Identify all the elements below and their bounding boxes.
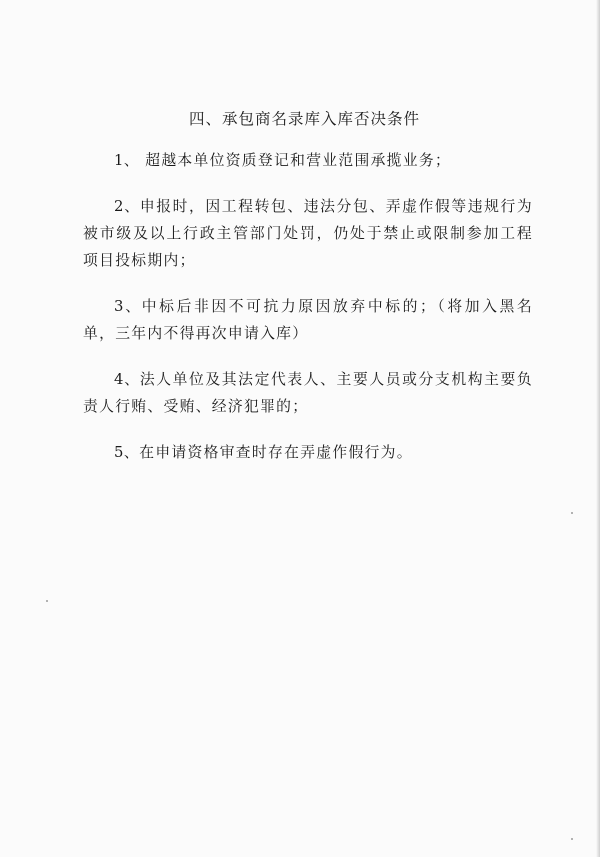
section-title: 四、承包商名录库入库否决条件	[189, 110, 421, 128]
item-number: 3、	[114, 298, 142, 315]
document-content	[83, 107, 533, 485]
scan-speck	[571, 838, 573, 840]
condition-item-4	[83, 366, 533, 420]
item-text: 法人单位及其法定代表人、主要人员或分支机构主要负责人行贿、受贿、经济犯罪的；	[83, 371, 533, 415]
item-text: 在申请资格审查时存在弄虚作假行为。	[139, 444, 413, 461]
item-number: 4、	[114, 371, 140, 388]
item-number: 1、	[114, 152, 140, 169]
scan-speck	[46, 600, 48, 602]
scan-speck	[571, 512, 573, 514]
condition-item-1	[83, 147, 533, 174]
condition-item-3	[83, 293, 533, 347]
condition-item-2	[83, 193, 533, 274]
scan-edge-shadow	[596, 0, 600, 857]
item-text: 申报时，因工程转包、违法分包、弄虚作假等违规行为被市级及以上行政主管部门处罚，仍处于禁止或限制参加工程项目投标期内；	[83, 198, 533, 269]
item-number: 5、	[114, 444, 140, 461]
item-text: 超越本单位资质登记和营业范围承揽业务；	[139, 152, 452, 169]
condition-item-5	[83, 439, 533, 466]
item-text: 中标后非因不可抗力原因放弃中标的；（将加入黑名单，三年内不得再次申请入库）	[83, 298, 533, 342]
item-number: 2、	[114, 198, 140, 215]
